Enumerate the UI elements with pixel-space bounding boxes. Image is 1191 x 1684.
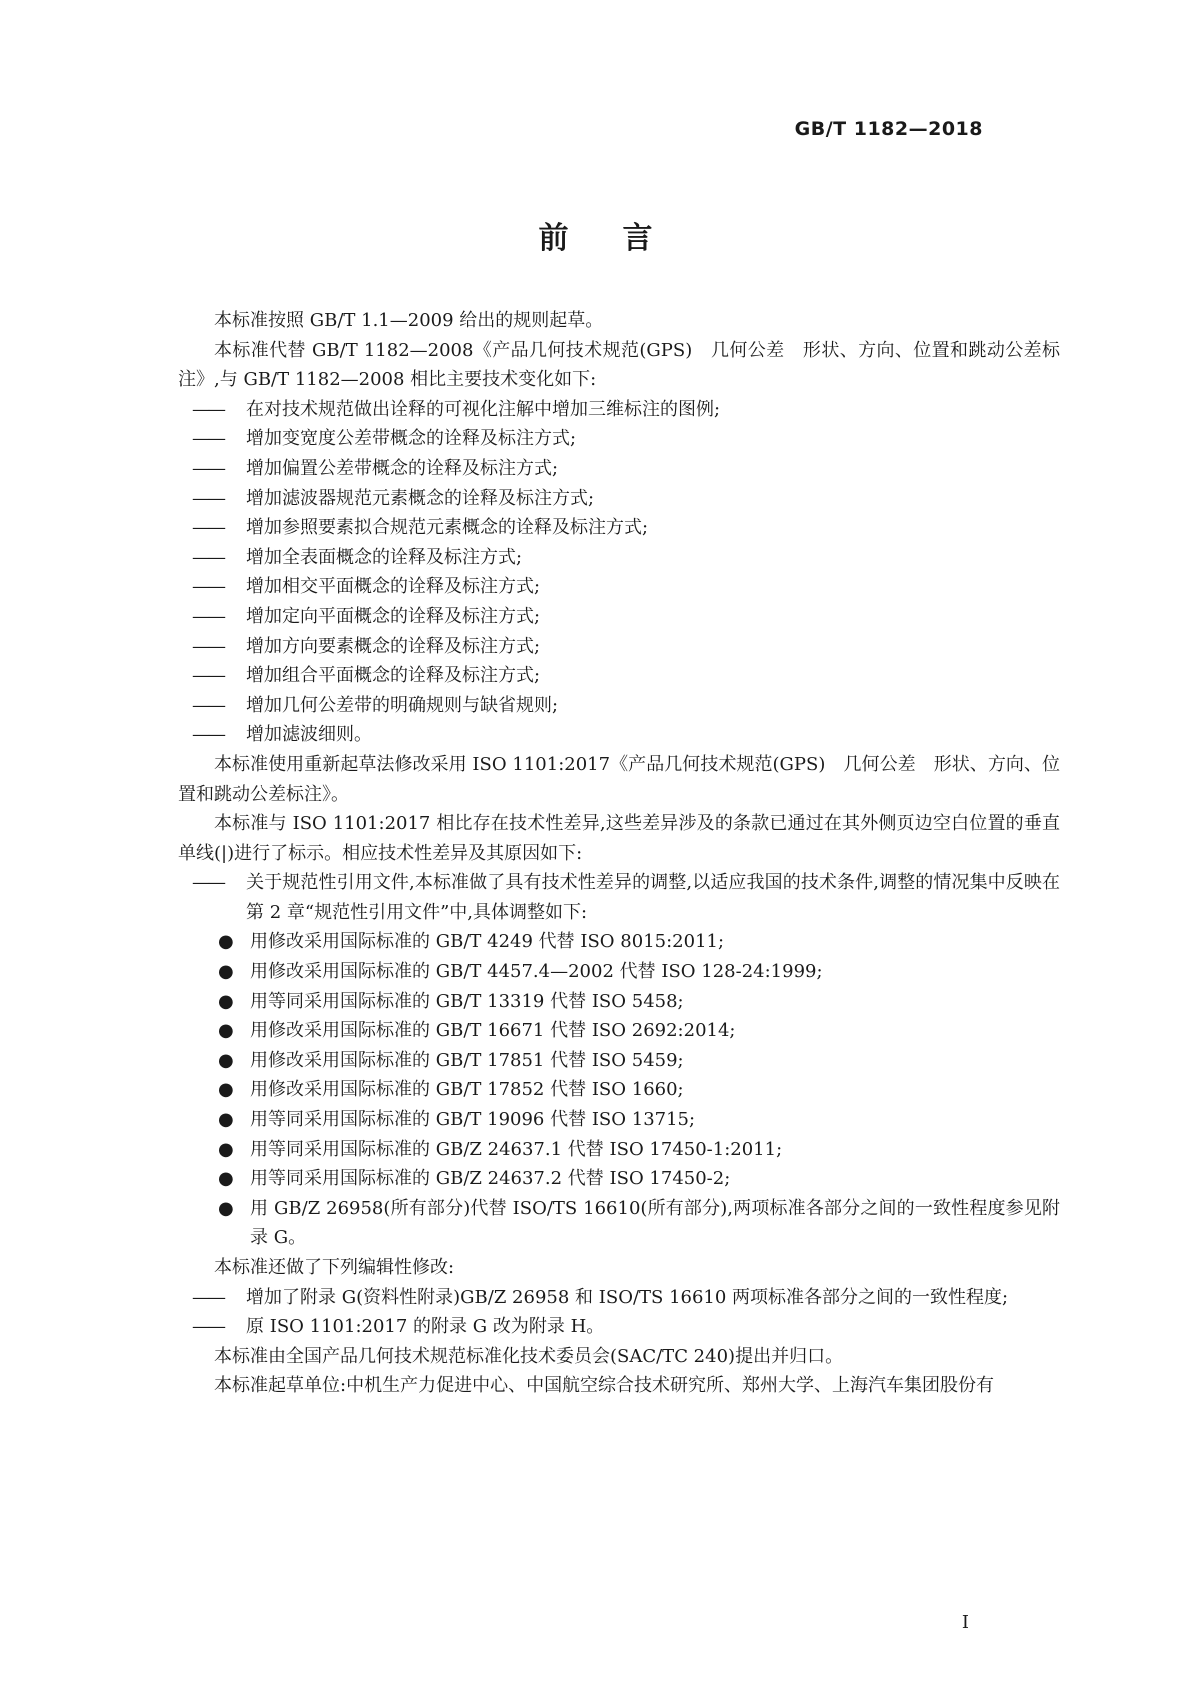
bullet-icon: ● — [218, 1109, 234, 1131]
list-item: ● 用修改采用国际标准的 GB/T 4457.4—2002 代替 ISO 128-24:1999; — [178, 957, 1060, 987]
list-item: —— 增加变宽度公差带概念的诠释及标注方式; — [178, 424, 1060, 454]
list-item: ● 用修改采用国际标准的 GB/T 17852 代替 ISO 1660; — [178, 1075, 1060, 1105]
list-item: —— 增加滤波细则。 — [178, 720, 1060, 750]
paragraph-drafters: 本标准起草单位:中机生产力促进中心、中国航空综合技术研究所、郑州大学、上海汽车集团股份有 — [214, 1375, 995, 1397]
list-item: —— 增加全表面概念的诠释及标注方式; — [178, 543, 1060, 573]
list-item: —— 原 ISO 1101:2017 的附录 G 改为附录 H。 — [178, 1312, 1060, 1342]
bullet-icon: ● — [218, 1168, 234, 1190]
list-item: ● 用 GB/Z 26958(所有部分)代替 ISO/TS 16610(所有部分),两项标准各部分之间的一致性程度参见附录 G。 — [178, 1194, 1060, 1253]
bullet-icon: ● — [218, 961, 234, 983]
tech-diff-intro: —— 关于规范性引用文件,本标准做了具有技术性差异的调整,以适应我国的技术条件,调整的情况集中反映在第 2 章“规范性引用文件”中,具体调整如下: — [178, 868, 1060, 927]
list-item: ● 用修改采用国际标准的 GB/T 17851 代替 ISO 5459; — [178, 1046, 1060, 1076]
bullet-icon: ● — [218, 1049, 234, 1071]
list-item: —— 增加几何公差带的明确规则与缺省规则; — [178, 691, 1060, 721]
list-item: —— 增加相交平面概念的诠释及标注方式; — [178, 572, 1060, 602]
bullet-icon: ● — [218, 1138, 234, 1160]
paragraph-drafting-rules: 本标准按照 GB/T 1.1—2009 给出的规则起草。 — [214, 310, 604, 331]
list-item: ● 用等同采用国际标准的 GB/T 19096 代替 ISO 13715; — [178, 1105, 1060, 1135]
bullet-icon: ● — [218, 990, 234, 1012]
paragraph-proposer: 本标准由全国产品几何技术规范标准化技术委员会(SAC/TC 240)提出并归口。 — [214, 1345, 844, 1367]
list-item: —— 增加组合平面概念的诠释及标注方式; — [178, 661, 1060, 691]
list-item: —— 在对技术规范做出诠释的可视化注解中增加三维标注的图例; — [178, 395, 1060, 425]
changes-list — [178, 395, 1060, 750]
foreword-body — [178, 306, 1060, 1401]
bullet-icon: ● — [218, 1197, 234, 1219]
page-number: I — [961, 1612, 969, 1633]
list-item: ● 用等同采用国际标准的 GB/Z 24637.2 代替 ISO 17450-2; — [178, 1164, 1060, 1194]
list-item: —— 增加偏置公差带概念的诠释及标注方式; — [178, 454, 1060, 484]
paragraph-replacement: 本标准代替 GB/T 1182—2008《产品几何技术规范(GPS) 几何公差 形状、方向、位置和跳动公差标注》,与 GB/T 1182—2008 相比主要技术变化如下: — [178, 339, 1060, 391]
list-item: ● 用等同采用国际标准的 GB/Z 24637.1 代替 ISO 17450-1:2011; — [178, 1135, 1060, 1165]
list-item: —— 增加参照要素拟合规范元素概念的诠释及标注方式; — [178, 513, 1060, 543]
list-item: ● 用修改采用国际标准的 GB/T 4249 代替 ISO 8015:2011; — [178, 927, 1060, 957]
page-title: 前言 — [538, 221, 707, 256]
list-item: —— 增加定向平面概念的诠释及标注方式; — [178, 602, 1060, 632]
list-item: —— 增加方向要素概念的诠释及标注方式; — [178, 632, 1060, 662]
standard-code: GB/T 1182—2018 — [794, 118, 983, 140]
bullet-icon: ● — [218, 1079, 234, 1101]
paragraph-tech-diff: 本标准与 ISO 1101:2017 相比存在技术性差异,这些差异涉及的条款已通过在其外侧页边空白位置的垂直单线(|)进行了标示。相应技术性差异及其原因如下: — [178, 813, 1060, 864]
list-item: ● 用修改采用国际标准的 GB/T 16671 代替 ISO 2692:2014; — [178, 1016, 1060, 1046]
list-item: —— 增加了附录 G(资料性附录)GB/Z 26958 和 ISO/TS 16610 两项标准各部分之间的一致性程度; — [178, 1283, 1060, 1313]
list-item: —— 增加滤波器规范元素概念的诠释及标注方式; — [178, 484, 1060, 514]
bullet-icon: ● — [218, 931, 234, 953]
list-item: ● 用等同采用国际标准的 GB/T 13319 代替 ISO 5458; — [178, 987, 1060, 1017]
paragraph-adoption: 本标准使用重新起草法修改采用 ISO 1101:2017《产品几何技术规范(GPS) 几何公差 形状、方向、位置和跳动公差标注》。 — [178, 753, 1060, 805]
bullet-icon: ● — [218, 1020, 234, 1042]
tech-diff-list — [178, 927, 1060, 1253]
paragraph-editorial: 本标准还做了下列编辑性修改: — [214, 1257, 455, 1278]
